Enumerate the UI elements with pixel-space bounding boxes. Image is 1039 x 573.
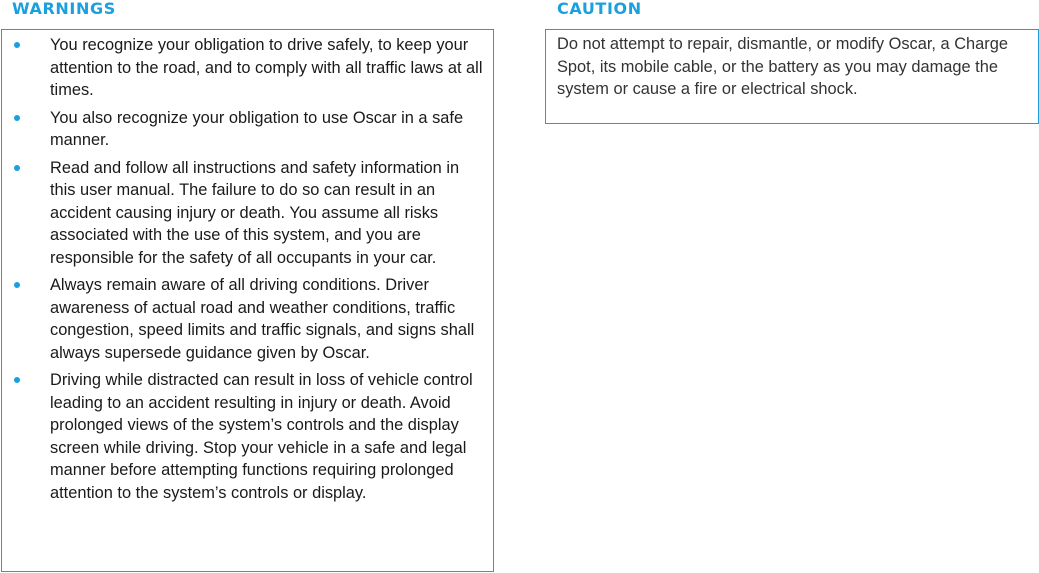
warning-text: Read and follow all instructions and safety information in this user manual. The failure to do so can result in an accident causing injury or death. You assume all risks associated with the use of this system, and you are responsible for the safety of all occupants in your car. [50,158,460,267]
bullet-icon [14,115,20,121]
warning-item [2,107,483,152]
warning-text: You recognize your obligation to drive safely, to keep your attention to the road, and to comply with all traffic laws at all times. [50,36,483,99]
warning-text: Always remain aware of all driving conditions. Driver awareness of actual road and weather conditions, traffic congestion, speed limits and traffic signals, and signs shall always supersede guidance given by Oscar. [50,276,475,362]
warning-text: You also recognize your obligation to use Oscar in a safe manner. [50,108,464,149]
warnings-heading: WARNINGS [12,0,116,18]
warning-item [2,369,483,504]
warning-item [2,157,483,270]
bullet-icon [14,282,20,288]
bullet-icon [14,42,20,48]
bullet-icon [14,165,20,171]
bullet-icon [14,377,20,383]
warning-text: Driving while distracted can result in loss of vehicle control leading to an accident resulting in injury or death. Avoid prolonged views of the system’s controls and the display screen while driving. Stop your vehicle in a safe and legal manner before attempting functions requiring prolonged attention to the system’s controls or display. [50,371,473,502]
warnings-list [2,30,493,504]
caution-heading: CAUTION [557,0,642,18]
warning-item [2,34,483,102]
caution-box [545,29,1039,124]
warning-item [2,274,483,364]
warnings-box [1,29,494,572]
caution-text: Do not attempt to repair, dismantle, or modify Oscar, a Charge Spot, its mobile cable, or the battery as you may damage the system or cause a fire or electrical shock. [557,35,1008,98]
